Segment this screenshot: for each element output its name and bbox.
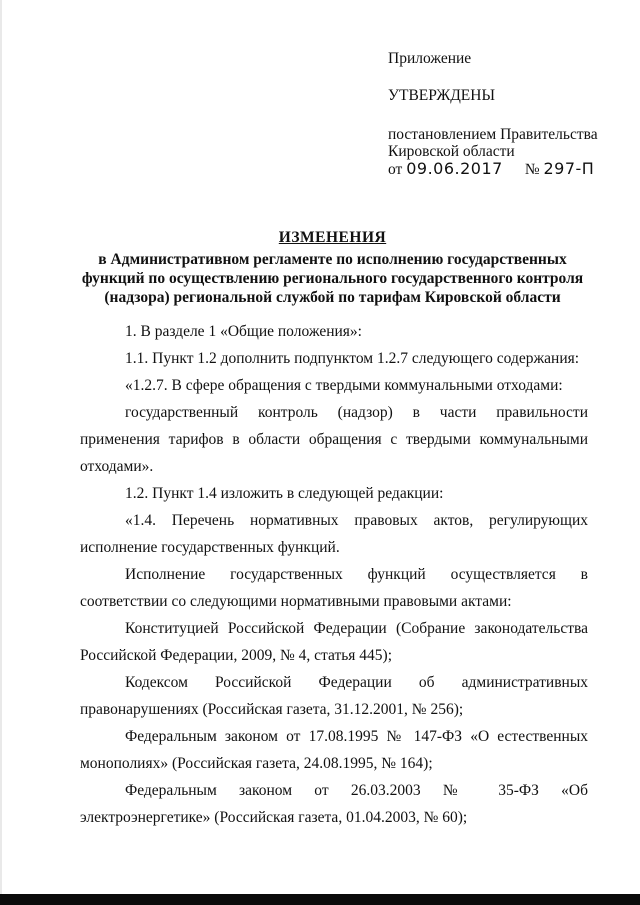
document-body: [80, 318, 588, 831]
decree-line-2: Кировской области: [388, 143, 515, 160]
decree-date-number-row: [388, 160, 628, 178]
handwritten-date: 09.06.2017: [406, 159, 503, 178]
document-title: ИЗМЕНЕНИЯ: [278, 229, 387, 246]
title-line-2: функций по осуществлению регионального государственного контроля: [81, 270, 584, 287]
paragraph-10: Федеральным законом от 17.08.1995 № 147-ФЗ «О естественных монополиях» (Российская газета, 24.08.1995, № 164);: [80, 728, 588, 772]
title-line-1: в Административном регламенте по исполнению государственных: [98, 251, 567, 268]
paragraph-4: государственный контроль (надзор) в части правильности применения тарифов в области обращения с твердыми коммунальными отходами».: [80, 404, 588, 475]
paragraph-5: 1.2. Пункт 1.4 изложить в следующей редакции:: [125, 485, 444, 502]
paragraph-7: Исполнение государственных функций осуществляется в соответствии со следующими нормативными правовыми актами:: [80, 566, 588, 610]
approval-stamp-block: [388, 50, 628, 178]
appendix-label: Приложение: [388, 50, 472, 67]
paragraph-1: 1. В разделе 1 «Общие положения»:: [125, 323, 362, 340]
document-title-block: [80, 228, 585, 307]
number-label: №: [524, 161, 540, 178]
approved-label: УТВЕРЖДЕНЫ: [388, 87, 495, 104]
paragraph-2: 1.1. Пункт 1.2 дополнить подпунктом 1.2.7 следующего содержания:: [125, 350, 580, 367]
scan-edge: [0, 0, 2, 905]
scan-bottom-border: [0, 894, 640, 905]
paragraph-6: «1.4. Перечень нормативных правовых актов, регулирующих исполнение государственных функций.: [80, 512, 588, 556]
decree-line-1: постановлением Правительства: [388, 126, 598, 143]
from-label: от: [388, 161, 403, 178]
paragraph-11: Федеральным законом от 26.03.2003 № 35-ФЗ «Об электроэнергетике» (Российская газета, 01.04.2003, № 60);: [80, 782, 588, 826]
title-line-3: (надзора) региональной службой по тарифам Кировской области: [104, 289, 561, 306]
handwritten-number: 297-П: [543, 159, 595, 178]
paragraph-3: «1.2.7. В сфере обращения с твердыми коммунальными отходами:: [125, 377, 563, 394]
paragraph-9: Кодексом Российской Федерации об административных правонарушениях (Российская газета, 31.12.2001, № 256);: [80, 674, 588, 718]
paragraph-8: Конституцией Российской Федерации (Собрание законодательства Российской Федерации, 2009, № 4, статья 445);: [80, 620, 588, 664]
